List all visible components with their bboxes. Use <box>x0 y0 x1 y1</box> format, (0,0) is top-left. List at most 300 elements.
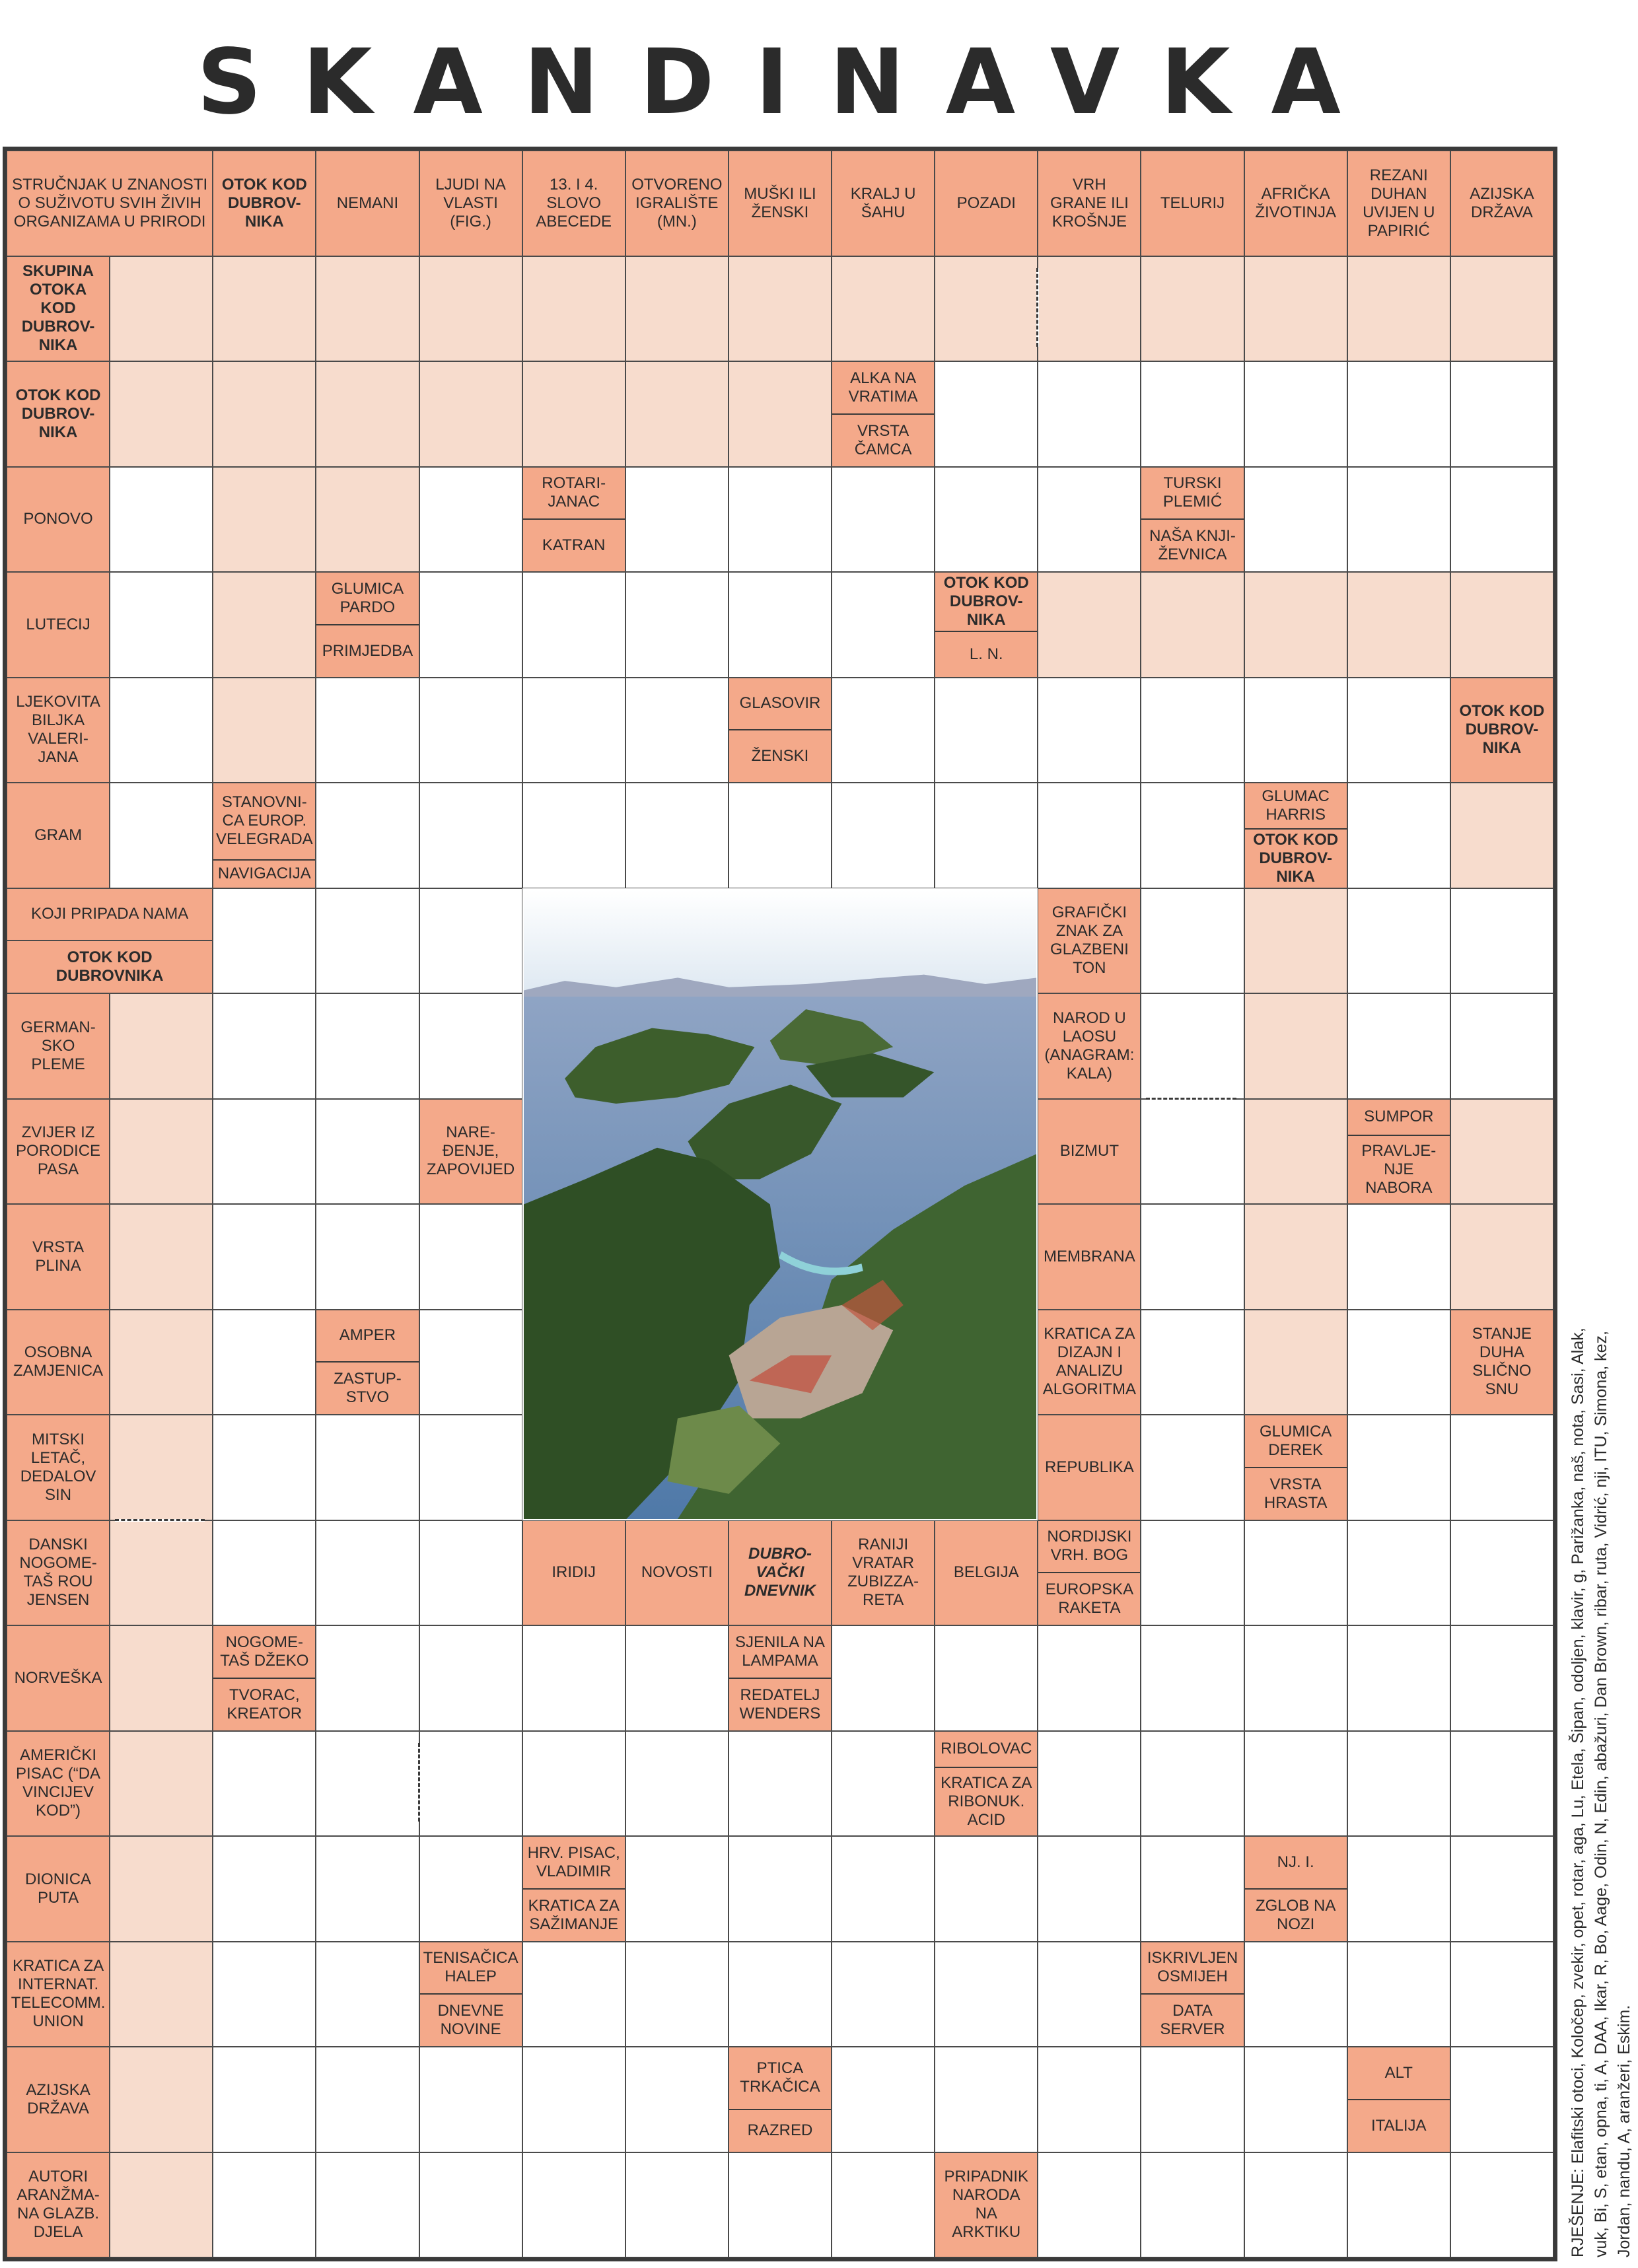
clue-text: TELURIJ <box>1160 194 1225 212</box>
clue-cell <box>7 2152 110 2258</box>
clue-text: KRATICA ZA RIBONUK. ACID <box>935 1767 1037 1835</box>
clue-cell <box>316 151 419 256</box>
answer-cell[interactable] <box>213 1836 316 1942</box>
answer-cell[interactable] <box>1347 1625 1450 1731</box>
word-separator <box>115 1519 205 1522</box>
answer-cell[interactable] <box>729 783 832 888</box>
clue-text: LJUDI NA VLASTI (FIG.) <box>435 175 506 230</box>
answer-cell[interactable] <box>935 1836 1038 1942</box>
clue-cell <box>7 678 110 783</box>
answer-cell[interactable] <box>316 1204 419 1310</box>
clue-text: KRATICA ZA INTERNAT. TELECOMM. UNION <box>11 1957 106 2031</box>
answer-cell[interactable] <box>1347 256 1450 362</box>
clue-text: KRATICA ZA DIZAJN I ANALIZU ALGORITMA <box>1042 1325 1137 1399</box>
answer-cell[interactable] <box>522 1942 625 2047</box>
word-separator <box>1036 268 1039 347</box>
clue-text: SUMPOR <box>1364 1108 1434 1126</box>
clue-text: GLASOVIR <box>739 694 821 713</box>
answer-cell[interactable] <box>316 1099 419 1205</box>
answer-cell[interactable] <box>1450 1942 1553 2047</box>
answer-cell[interactable] <box>1347 2152 1450 2258</box>
clue-text: STANOVNI- CA EUROP. VELEGRADA <box>215 793 313 849</box>
clue-text: LUTECIJ <box>26 615 90 633</box>
answer-cell[interactable] <box>832 1942 935 2047</box>
clue-cell <box>1038 1204 1141 1310</box>
answer-cell[interactable] <box>419 2152 522 2258</box>
answer-cell[interactable] <box>419 467 522 573</box>
answer-cell[interactable] <box>316 1415 419 1520</box>
clue-text: ZVIJER IZ PORODICE PASA <box>16 1123 101 1179</box>
answer-cell[interactable] <box>832 572 935 678</box>
answer-cell[interactable] <box>832 678 935 783</box>
answer-cell[interactable] <box>1141 993 1244 1099</box>
answer-cell[interactable] <box>316 256 419 362</box>
clue-text: KRALJ U ŠAHU <box>850 184 916 221</box>
answer-cell[interactable] <box>110 2152 213 2258</box>
clue-text: BIZMUT <box>1059 1142 1120 1160</box>
answer-cell[interactable] <box>1038 2047 1141 2152</box>
answer-cell[interactable] <box>1244 1099 1347 1205</box>
clue-text: RANIJI VRATAR ZUBIZZA- RETA <box>847 1536 919 1610</box>
answer-cell[interactable] <box>522 2047 625 2152</box>
answer-cell[interactable] <box>522 783 625 888</box>
answer-cell[interactable] <box>935 2047 1038 2152</box>
answer-cell[interactable] <box>1450 467 1553 573</box>
answer-cell[interactable] <box>625 1942 729 2047</box>
answer-cell[interactable] <box>419 1625 522 1731</box>
clue-text: VRSTA ČAMCA <box>832 413 934 466</box>
word-separator <box>1146 1098 1236 1100</box>
answer-cell[interactable] <box>316 2047 419 2152</box>
answer-cell[interactable] <box>1244 2047 1347 2152</box>
answer-cell[interactable] <box>110 1942 213 2047</box>
answer-cell[interactable] <box>935 678 1038 783</box>
answer-cell[interactable] <box>935 1625 1038 1731</box>
clue-cell <box>7 1310 110 1415</box>
answer-cell[interactable] <box>1244 1204 1347 1310</box>
answer-cell[interactable] <box>316 993 419 1099</box>
clue-cell <box>7 1520 110 1626</box>
clue-cell <box>625 151 729 256</box>
answer-cell[interactable] <box>1450 1520 1553 1626</box>
answer-cell[interactable] <box>1450 888 1553 994</box>
answer-cell[interactable] <box>832 1836 935 1942</box>
answer-cell[interactable] <box>1244 572 1347 678</box>
clue-text: AZIJSKA DRŽAVA <box>26 2080 90 2117</box>
clue-cell <box>1141 151 1244 256</box>
clue-cell <box>213 783 316 888</box>
clue-cell <box>522 151 625 256</box>
answer-cell[interactable] <box>1038 2152 1141 2258</box>
clue-cell <box>729 2047 832 2152</box>
clue-text: TVORAC, KREATOR <box>213 1678 315 1730</box>
answer-cell[interactable] <box>1347 572 1450 678</box>
answer-cell[interactable] <box>213 1310 316 1415</box>
answer-cell[interactable] <box>110 572 213 678</box>
answer-cell[interactable] <box>110 1204 213 1310</box>
answer-cell[interactable] <box>1347 1310 1450 1415</box>
answer-cell[interactable] <box>1244 467 1347 573</box>
answer-cell[interactable] <box>213 888 316 994</box>
answer-cell[interactable] <box>1141 256 1244 362</box>
answer-cell[interactable] <box>935 1942 1038 2047</box>
answer-cell[interactable] <box>1347 1731 1450 1837</box>
clue-cell <box>1038 1099 1141 1205</box>
clue-cell <box>729 1625 832 1731</box>
clue-text: OTOK KOD DUBROV- NIKA <box>1459 702 1545 758</box>
answer-cell[interactable] <box>1038 256 1141 362</box>
answer-cell[interactable] <box>1244 1310 1347 1415</box>
answer-cell[interactable] <box>1244 888 1347 994</box>
answer-cell[interactable] <box>1141 572 1244 678</box>
clue-text: STRUČNJAK U ZNANOSTI O SUŽIVOTU SVIH ŽIVIH ORGANIZAMA U PRIRODI <box>12 175 208 230</box>
answer-cell[interactable] <box>729 572 832 678</box>
answer-cell[interactable] <box>110 783 213 888</box>
answer-cell[interactable] <box>832 2152 935 2258</box>
answer-cell[interactable] <box>625 1836 729 1942</box>
answer-cell[interactable] <box>625 1731 729 1837</box>
island-landscape-image <box>524 890 1037 1519</box>
answer-cell[interactable] <box>419 361 522 467</box>
answer-cell[interactable] <box>1450 1625 1553 1731</box>
clue-text: AZIJSKA DRŽAVA <box>1470 184 1534 221</box>
answer-cell[interactable] <box>625 256 729 362</box>
answer-cell[interactable] <box>213 361 316 467</box>
answer-cell[interactable] <box>1038 783 1141 888</box>
answer-cell[interactable] <box>522 361 625 467</box>
clue-cell <box>7 2047 110 2152</box>
clue-cell <box>935 572 1038 678</box>
answer-cell[interactable] <box>213 1942 316 2047</box>
clue-text: AFRIČKA ŽIVOTINJA <box>1255 184 1336 221</box>
answer-cell[interactable] <box>419 678 522 783</box>
answer-cell[interactable] <box>110 2047 213 2152</box>
answer-cell[interactable] <box>1141 1731 1244 1837</box>
clue-cell <box>7 467 110 573</box>
solution-text: RJEŠENJE: Elafitski otoci, Koločep, zvekir, opet, rotar, aga, Lu, Etela, Šipan, odoljen, klavir, g, Parižanka, naš, nota, Sasi, Alak, vuk, Bi, S, etan, opna, ti, A, DAA, Ikar, R, Bo, Aage, Odin, N, Edin, abažuri, Dan Brown, ribar, ruta, Vidrić, nji, ITU, Simona, kez, Jordan, nandu, A, aranžeri, Eskim. <box>1569 1328 1633 2257</box>
clue-cell <box>7 1731 110 1837</box>
clue-text: GRAM <box>34 826 83 844</box>
clue-text: AMPER <box>339 1326 396 1345</box>
answer-cell[interactable] <box>1141 1310 1244 1415</box>
answer-cell[interactable] <box>1038 467 1141 573</box>
answer-cell[interactable] <box>1347 783 1450 888</box>
answer-cell[interactable] <box>1141 1836 1244 1942</box>
answer-cell[interactable] <box>1450 1204 1553 1310</box>
clue-cell <box>1038 993 1141 1099</box>
answer-cell[interactable] <box>110 1836 213 1942</box>
answer-cell[interactable] <box>316 783 419 888</box>
answer-cell[interactable] <box>729 1836 832 1942</box>
answer-cell[interactable] <box>1141 678 1244 783</box>
clue-text: TENISAČICA HALEP <box>423 1949 518 1986</box>
clue-text: REDATELJ WENDERS <box>729 1678 831 1730</box>
clue-cell <box>419 1099 522 1205</box>
clue-text: KRATICA ZA SAŽIMANJE <box>523 1888 625 1941</box>
answer-cell[interactable] <box>419 1415 522 1520</box>
clue-text: TURSKI PLEMIĆ <box>1162 474 1223 511</box>
answer-cell[interactable] <box>213 993 316 1099</box>
clue-cell <box>1038 888 1141 994</box>
answer-cell[interactable] <box>419 1836 522 1942</box>
answer-cell[interactable] <box>110 361 213 467</box>
answer-cell[interactable] <box>316 1731 419 1837</box>
answer-cell[interactable] <box>1244 1625 1347 1731</box>
clue-cell <box>7 151 213 256</box>
answer-cell[interactable] <box>522 2152 625 2258</box>
answer-cell[interactable] <box>1141 2152 1244 2258</box>
answer-cell[interactable] <box>935 256 1038 362</box>
answer-cell[interactable] <box>1244 993 1347 1099</box>
answer-cell[interactable] <box>1244 1942 1347 2047</box>
answer-cell[interactable] <box>213 572 316 678</box>
answer-cell[interactable] <box>522 1731 625 1837</box>
answer-cell[interactable] <box>1347 888 1450 994</box>
answer-cell[interactable] <box>1450 1731 1553 1837</box>
answer-cell[interactable] <box>729 467 832 573</box>
answer-cell[interactable] <box>1141 1099 1244 1205</box>
clue-text: VRSTA PLINA <box>32 1238 85 1275</box>
answer-cell[interactable] <box>316 678 419 783</box>
clue-cell <box>419 1942 522 2047</box>
answer-cell[interactable] <box>316 1625 419 1731</box>
answer-cell[interactable] <box>935 467 1038 573</box>
answer-cell[interactable] <box>213 467 316 573</box>
clue-text: OTOK KOD DUBROV- NIKA <box>221 175 307 230</box>
clue-cell <box>935 151 1038 256</box>
answer-cell[interactable] <box>110 678 213 783</box>
answer-cell[interactable] <box>522 256 625 362</box>
answer-cell[interactable] <box>625 783 729 888</box>
clue-cell <box>7 888 213 941</box>
clue-text: REPUBLIKA <box>1045 1458 1134 1476</box>
answer-cell[interactable] <box>729 1942 832 2047</box>
clue-text: PRIPADNIK NARODA NA ARKTIKU <box>944 2168 1029 2242</box>
answer-cell[interactable] <box>729 1731 832 1837</box>
answer-cell[interactable] <box>1450 2152 1553 2258</box>
answer-cell[interactable] <box>213 1731 316 1837</box>
answer-cell[interactable] <box>1141 2047 1244 2152</box>
clue-cell <box>1450 151 1553 256</box>
answer-cell[interactable] <box>1038 1942 1141 2047</box>
answer-cell[interactable] <box>1244 2152 1347 2258</box>
answer-cell[interactable] <box>729 361 832 467</box>
answer-cell[interactable] <box>1450 993 1553 1099</box>
answer-cell[interactable] <box>316 1520 419 1626</box>
answer-cell[interactable] <box>110 1520 213 1626</box>
answer-cell[interactable] <box>213 1204 316 1310</box>
answer-cell[interactable] <box>419 888 522 994</box>
answer-cell[interactable] <box>110 993 213 1099</box>
answer-cell[interactable] <box>110 1731 213 1837</box>
answer-cell[interactable] <box>1038 1625 1141 1731</box>
answer-cell[interactable] <box>1244 361 1347 467</box>
clue-cell <box>729 151 832 256</box>
clue-text: EUROPSKA RAKETA <box>1038 1572 1140 1625</box>
answer-cell[interactable] <box>1141 1204 1244 1310</box>
answer-cell[interactable] <box>935 361 1038 467</box>
clue-text: POZADI <box>956 194 1016 212</box>
answer-cell[interactable] <box>110 1625 213 1731</box>
answer-cell[interactable] <box>1141 1415 1244 1520</box>
answer-cell[interactable] <box>1038 1836 1141 1942</box>
answer-cell[interactable] <box>419 1731 522 1837</box>
answer-cell[interactable] <box>1244 1520 1347 1626</box>
clue-text: GLUMICA PARDO <box>331 579 404 616</box>
answer-cell[interactable] <box>1347 1942 1450 2047</box>
clue-text: DIONICA PUTA <box>25 1870 92 1907</box>
answer-cell[interactable] <box>1141 783 1244 888</box>
clue-text: SKUPINA OTOKA KOD DUBROV- NIKA <box>21 262 95 355</box>
answer-cell[interactable] <box>1450 1099 1553 1205</box>
answer-cell[interactable] <box>213 256 316 362</box>
answer-cell[interactable] <box>1141 361 1244 467</box>
answer-cell[interactable] <box>522 1625 625 1731</box>
clue-cell <box>316 572 419 678</box>
answer-cell[interactable] <box>832 256 935 362</box>
answer-cell[interactable] <box>1347 678 1450 783</box>
answer-cell[interactable] <box>213 678 316 783</box>
answer-cell[interactable] <box>1038 1731 1141 1837</box>
answer-cell[interactable] <box>522 678 625 783</box>
clue-cell <box>522 1836 625 1942</box>
word-separator <box>418 1743 421 1822</box>
answer-cell[interactable] <box>213 2047 316 2152</box>
answer-cell[interactable] <box>316 2152 419 2258</box>
clue-text: ŽENSKI <box>729 729 831 782</box>
answer-cell[interactable] <box>1038 678 1141 783</box>
answer-cell[interactable] <box>1244 256 1347 362</box>
clue-cell <box>1347 151 1450 256</box>
answer-cell[interactable] <box>213 2152 316 2258</box>
answer-cell[interactable] <box>625 467 729 573</box>
answer-cell[interactable] <box>1038 572 1141 678</box>
answer-cell[interactable] <box>1141 888 1244 994</box>
clue-cell <box>832 151 935 256</box>
clue-text: NOGOME- TAŠ DŽEKO <box>220 1633 309 1670</box>
clue-cell <box>1141 1942 1244 2047</box>
answer-cell[interactable] <box>522 572 625 678</box>
answer-cell[interactable] <box>625 361 729 467</box>
answer-cell[interactable] <box>1347 361 1450 467</box>
answer-cell[interactable] <box>110 1310 213 1415</box>
answer-cell[interactable] <box>1450 1836 1553 1942</box>
clue-text: ALKA NA VRATIMA <box>848 369 918 406</box>
answer-cell[interactable] <box>316 467 419 573</box>
answer-cell[interactable] <box>1347 993 1450 1099</box>
answer-cell[interactable] <box>110 1415 213 1520</box>
answer-cell[interactable] <box>316 1836 419 1942</box>
clue-cell <box>522 467 625 573</box>
clue-cell <box>7 1415 110 1520</box>
answer-cell[interactable] <box>832 2047 935 2152</box>
clue-text: OTVORENO IGRALIŠTE (MN.) <box>631 175 723 230</box>
answer-cell[interactable] <box>1244 678 1347 783</box>
answer-cell[interactable] <box>419 783 522 888</box>
answer-cell[interactable] <box>1347 1204 1450 1310</box>
clue-text: STANJE DUHA SLIČNO SNU <box>1472 1325 1532 1399</box>
answer-cell[interactable] <box>1450 361 1553 467</box>
puzzle-photo <box>522 888 1038 1520</box>
answer-cell[interactable] <box>1450 2047 1553 2152</box>
answer-cell[interactable] <box>625 2047 729 2152</box>
answer-cell[interactable] <box>935 783 1038 888</box>
answer-cell[interactable] <box>316 1942 419 2047</box>
clue-text: NJ. I. <box>1277 1853 1314 1871</box>
answer-cell[interactable] <box>419 993 522 1099</box>
answer-cell[interactable] <box>419 572 522 678</box>
answer-cell[interactable] <box>1450 572 1553 678</box>
answer-cell[interactable] <box>1450 783 1553 888</box>
answer-cell[interactable] <box>1347 1415 1450 1520</box>
clue-text: DUBRO- VAČKI DNEVNIK <box>744 1545 816 1600</box>
clue-cell <box>1450 1310 1553 1415</box>
answer-cell[interactable] <box>419 1310 522 1415</box>
answer-cell[interactable] <box>316 361 419 467</box>
answer-cell[interactable] <box>1141 1520 1244 1626</box>
answer-cell[interactable] <box>316 888 419 994</box>
answer-cell[interactable] <box>729 256 832 362</box>
clue-text: ALT <box>1384 2063 1413 2082</box>
clue-text: 13. I 4. SLOVO ABECEDE <box>536 175 612 230</box>
clue-cell <box>213 1625 316 1731</box>
clue-cell <box>1038 151 1141 256</box>
answer-cell[interactable] <box>213 1099 316 1205</box>
clue-text: GRAFIČKI ZNAK ZA GLAZBENI TON <box>1050 904 1129 977</box>
answer-cell[interactable] <box>110 1099 213 1205</box>
clue-cell <box>935 1731 1038 1837</box>
clue-cell <box>7 940 213 993</box>
answer-cell[interactable] <box>110 467 213 573</box>
clue-text: ZASTUP- STVO <box>316 1361 418 1414</box>
answer-cell[interactable] <box>419 2047 522 2152</box>
answer-cell[interactable] <box>1450 256 1553 362</box>
answer-cell[interactable] <box>832 1625 935 1731</box>
clue-cell <box>7 572 110 678</box>
clue-text: ZGLOB NA NOZI <box>1245 1888 1347 1941</box>
puzzle-title: SKANDINAVKA <box>197 30 1382 135</box>
answer-cell[interactable] <box>729 2152 832 2258</box>
clue-cell <box>522 1520 625 1626</box>
answer-cell[interactable] <box>625 678 729 783</box>
answer-cell[interactable] <box>625 2152 729 2258</box>
answer-cell[interactable] <box>419 1204 522 1310</box>
answer-cell[interactable] <box>832 467 935 573</box>
answer-cell[interactable] <box>625 572 729 678</box>
answer-cell[interactable] <box>1347 1836 1450 1942</box>
answer-cell[interactable] <box>832 1731 935 1837</box>
answer-cell[interactable] <box>419 1520 522 1626</box>
answer-cell[interactable] <box>1347 467 1450 573</box>
answer-cell[interactable] <box>1347 1520 1450 1626</box>
answer-cell[interactable] <box>832 783 935 888</box>
clue-text: NORDIJSKI VRH. BOG <box>1047 1528 1132 1565</box>
answer-cell[interactable] <box>419 256 522 362</box>
crossword-grid <box>3 147 1557 2261</box>
answer-cell[interactable] <box>1141 1625 1244 1731</box>
clue-text: GLUMICA DEREK <box>1259 1422 1332 1459</box>
answer-cell[interactable] <box>213 1520 316 1626</box>
clue-text: RIBOLOVAC <box>941 1740 1032 1758</box>
answer-cell[interactable] <box>625 1625 729 1731</box>
answer-cell[interactable] <box>1450 1415 1553 1520</box>
clue-cell <box>7 1625 110 1731</box>
answer-cell[interactable] <box>110 256 213 362</box>
answer-cell[interactable] <box>1244 1731 1347 1837</box>
answer-cell[interactable] <box>1038 361 1141 467</box>
clue-cell <box>1347 1099 1450 1205</box>
answer-cell[interactable] <box>213 1415 316 1520</box>
